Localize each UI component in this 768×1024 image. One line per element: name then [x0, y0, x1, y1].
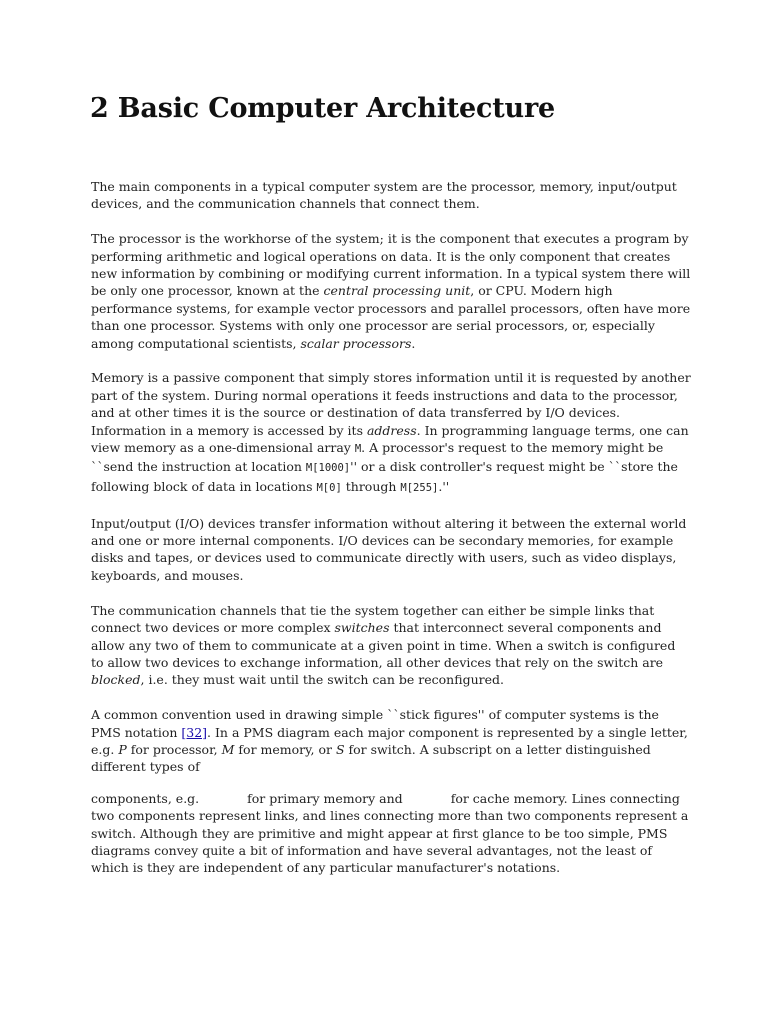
term-blocked: blocked: [91, 672, 141, 688]
paragraph-processor: The processor is the workhorse of the system; it is the component that executes a program by performing arithmetic and logical operations on data. It is the only component that creates new information by combining or modifying current information. In a typical system there will be only one processor, known at the central processing unit, or CPU. Modern high performance systems, for example vector processors and parallel processors, often have more than one processor. Systems with only one processor are serial processors, or, especially among computational scientists, scalar processors.: [91, 231, 691, 351]
paragraph-components: The main components in a typical computer system are the processor, memory, input/output devices, and the communication channels that connect them.: [91, 179, 677, 212]
term-central-processing-unit: central processing unit: [323, 283, 471, 299]
term-p: P: [118, 741, 127, 757]
document-body: [91, 178, 691, 894]
code-m-0: M[0]: [316, 481, 342, 494]
paragraph-pms-notation: A common convention used in drawing simple ``stick figures'' of computer systems is the PMS notation [32]. In a PMS diagram each major component is represented by a single letter, e.g. P for processor, M for memory, or S for switch. A subscript on a letter distinguished different types of: [91, 707, 688, 775]
term-scalar-processors: scalar processors: [300, 335, 412, 351]
code-m-1000: M[1000]: [305, 462, 351, 475]
term-switches: switches: [334, 620, 390, 636]
paragraph-communication: The communication channels that tie the system together can either be simple links that connect two devices or more complex switches that interconnect several components and allow any two of them to communicate at a given point in time. When a switch is configured to allow two devices to exchange information, all other devices that rely on the switch are blocked, i.e. they must wait until the switch can be reconfigured.: [91, 602, 676, 688]
paragraph-memory: Memory is a passive component that simply stores information until it is requested by another part of the system. During normal operations it feeds instructions and data to the processor, and at other times it is the source or destination of data transferred by I/O devices. Information in a memory is accessed by its address. In programming language terms, one can view memory as a one-dimensional array M. A processor's request to the memory might be ``send the instruction at location M[1000]'' or a disk controller's request might be ``store the following block of data in locations M[0] through M[255].'': [91, 370, 691, 494]
page-title: 2 Basic Computer Architecture: [90, 93, 555, 124]
paragraph-io-devices: Input/output (I/O) devices transfer information without altering it between the external world and one or more internal components. I/O devices can be secondary memories, for example disks and tapes, or devices used to communicate directly with users, such as video displays, keyboards, and mouses.: [91, 515, 687, 583]
term-s: S: [335, 741, 345, 757]
term-m: M: [221, 741, 235, 757]
code-m: M: [354, 443, 362, 456]
code-m-255: M[255]: [400, 481, 439, 494]
paragraph-pms-components: components, e.g. for primary memory and for cache memory. Lines connecting two components represent links, and lines connecting more than two components represent a switch. Although they are primitive and might appear at first glance to be too simple, PMS diagrams convey quite a bit of information and have several advantages, not the least of which is they are independent of any particular manufacturer's notations.: [91, 790, 689, 876]
term-address: address: [366, 422, 417, 438]
reference-link[interactable]: [32]: [181, 724, 208, 740]
